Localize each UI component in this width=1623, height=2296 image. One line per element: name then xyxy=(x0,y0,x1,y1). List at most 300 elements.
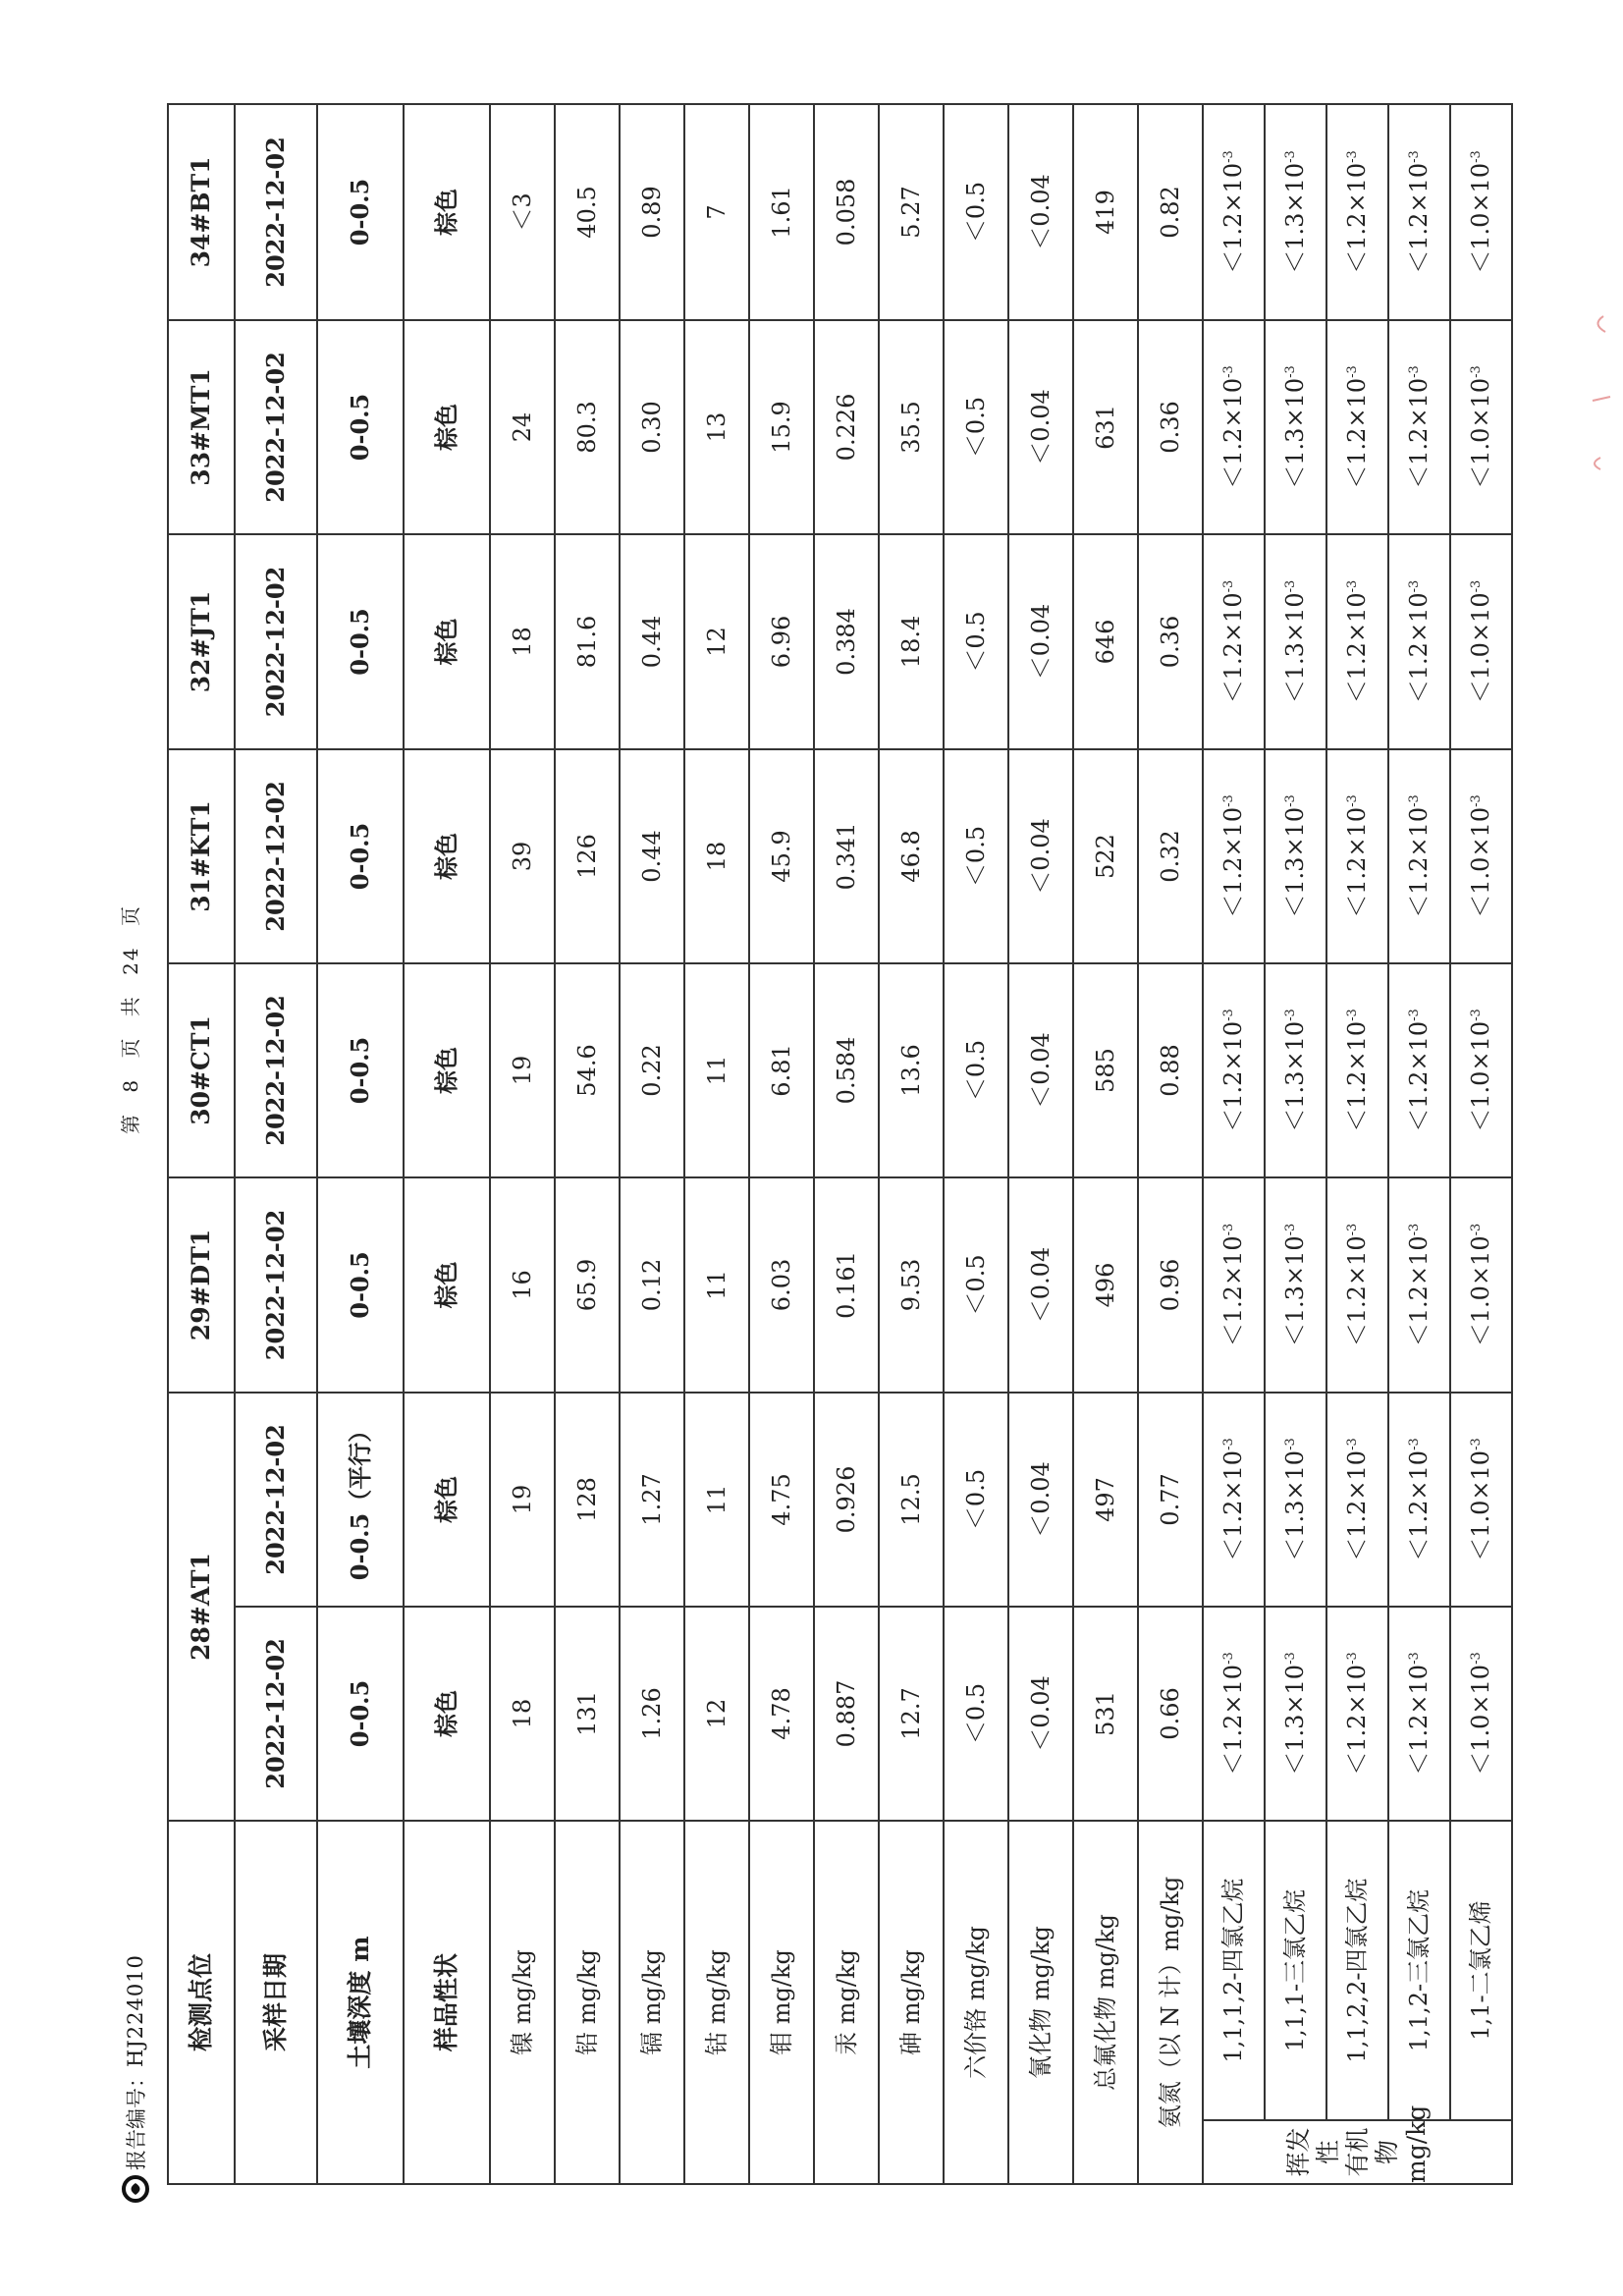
result-value: 0.341 xyxy=(832,822,860,891)
voc-name-cell xyxy=(1265,1821,1326,2120)
result-cell xyxy=(684,1393,749,1607)
result-cell xyxy=(1008,1607,1073,1821)
site-cell xyxy=(168,534,235,749)
voc-result-exponent: -3 xyxy=(1221,365,1237,378)
result-value: ＜0.5 xyxy=(961,1682,990,1745)
appearance-row-value: 棕色 xyxy=(431,188,460,236)
report-header xyxy=(113,1125,158,2206)
voc-result-cell xyxy=(1265,320,1326,534)
result-value: 11 xyxy=(702,1484,730,1515)
voc-group-label: mg/kg xyxy=(1401,2105,1431,2183)
voc-result-base: ＜1.2×10 xyxy=(1219,1664,1248,1776)
depth-row-header-cell xyxy=(317,1821,404,2184)
voc-result-base: ＜1.3×10 xyxy=(1281,1020,1310,1132)
parameter-name-cell xyxy=(749,1821,814,2184)
result-cell xyxy=(1138,104,1203,320)
result-value: 1.26 xyxy=(637,1687,666,1740)
voc-result-cell xyxy=(1265,1393,1326,1607)
depth-row-value: 0-0.5（平行） xyxy=(345,1418,374,1581)
result-value: 0.30 xyxy=(637,401,666,454)
voc-result-exponent: -3 xyxy=(1469,579,1485,593)
result-value: 11 xyxy=(702,1055,730,1086)
voc-result-base: ＜1.2×10 xyxy=(1343,1449,1372,1561)
voc-result-exponent: -3 xyxy=(1221,1652,1237,1665)
result-value: 131 xyxy=(572,1691,601,1736)
voc-row xyxy=(1326,104,1388,2184)
result-cell xyxy=(749,963,814,1177)
result-cell xyxy=(620,963,684,1177)
voc-name: 1,1,1-三氯乙烷 xyxy=(1281,1888,1310,2052)
parameter-name-cell xyxy=(879,1821,944,2184)
appearance-row-cell xyxy=(404,104,490,320)
result-value: ＜0.04 xyxy=(1026,174,1055,250)
result-cell xyxy=(1138,534,1203,749)
date-row-value: 2022-12-02 xyxy=(260,566,290,718)
voc-result-exponent: -3 xyxy=(1407,794,1423,807)
voc-result-exponent: -3 xyxy=(1407,1438,1423,1450)
result-value: 0.926 xyxy=(832,1465,860,1534)
result-value: 46.8 xyxy=(896,830,925,883)
date-row-cell xyxy=(235,1393,317,1607)
voc-result-base: ＜1.2×10 xyxy=(1219,592,1248,704)
result-value: ＜0.04 xyxy=(1026,1675,1055,1752)
result-cell xyxy=(879,534,944,749)
date-row-value: 2022-12-02 xyxy=(260,781,290,932)
depth-row-value: 0-0.5 xyxy=(345,1036,374,1105)
result-cell xyxy=(1138,963,1203,1177)
site-name: 30#CT1 xyxy=(187,1015,215,1125)
result-value: 631 xyxy=(1091,405,1119,450)
appearance-row-cell xyxy=(404,534,490,749)
depth-row-cell xyxy=(317,749,404,963)
voc-result-cell xyxy=(1265,1607,1326,1821)
result-cell xyxy=(1073,320,1138,534)
result-cell xyxy=(944,749,1008,963)
report-number: HJ224010 xyxy=(124,1954,147,2067)
depth-row xyxy=(317,104,404,2184)
company-logo-icon xyxy=(119,2172,152,2206)
parameter-row xyxy=(1138,104,1203,2184)
voc-row xyxy=(1388,104,1450,2184)
voc-result-cell xyxy=(1450,749,1512,963)
result-cell xyxy=(490,749,555,963)
voc-name: 1,1,2,2-四氯乙烷 xyxy=(1343,1878,1372,2063)
result-cell xyxy=(684,534,749,749)
voc-result-exponent: -3 xyxy=(1345,1438,1361,1450)
result-value: ＜0.5 xyxy=(961,1039,990,1102)
appearance-row xyxy=(404,104,490,2184)
result-cell xyxy=(1138,1177,1203,1393)
site-name: 28#AT1 xyxy=(187,1553,215,1661)
voc-result-exponent: -3 xyxy=(1407,1223,1423,1236)
parameter-row xyxy=(490,104,555,2184)
result-value: 531 xyxy=(1091,1691,1119,1736)
result-cell xyxy=(1008,749,1073,963)
parameter-name-cell xyxy=(555,1821,620,2184)
voc-result-cell xyxy=(1203,320,1265,534)
result-value: 19 xyxy=(508,1055,536,1086)
voc-result-base: ＜1.3×10 xyxy=(1281,377,1310,489)
voc-group-label: 挥发性 xyxy=(1283,2127,1342,2177)
result-cell xyxy=(1008,1177,1073,1393)
result-value: 126 xyxy=(572,834,601,879)
result-cell xyxy=(879,1607,944,1821)
depth-row-value: 0-0.5 xyxy=(345,608,374,676)
result-cell xyxy=(555,749,620,963)
site-cell xyxy=(168,104,235,320)
result-cell xyxy=(1138,320,1203,534)
result-cell xyxy=(814,104,879,320)
depth-row-cell xyxy=(317,1393,404,1607)
voc-result-cell xyxy=(1203,749,1265,963)
result-value: 0.384 xyxy=(832,608,860,676)
appearance-row-header-cell xyxy=(404,1821,490,2184)
result-value: 0.584 xyxy=(832,1036,860,1105)
site-header-label: 检测点位 xyxy=(187,1952,215,2051)
result-value: 0.82 xyxy=(1156,186,1184,239)
report-number-label: 报告编号： xyxy=(125,2067,148,2170)
result-value: 18.4 xyxy=(896,615,925,669)
voc-result-exponent: -3 xyxy=(1221,794,1237,807)
voc-result-exponent: -3 xyxy=(1345,1652,1361,1665)
appearance-row-value: 棕色 xyxy=(431,1689,460,1737)
result-value: 39 xyxy=(508,841,536,872)
voc-result-exponent: -3 xyxy=(1469,150,1485,163)
parameter-row xyxy=(1073,104,1138,2184)
result-cell xyxy=(684,963,749,1177)
results-table-body xyxy=(168,104,1512,2184)
result-value: 65.9 xyxy=(572,1258,601,1312)
result-value: ＜0.04 xyxy=(1026,603,1055,681)
result-value: 81.6 xyxy=(572,615,601,669)
voc-result-exponent: -3 xyxy=(1221,1009,1237,1021)
voc-result-cell xyxy=(1450,963,1512,1177)
voc-result-cell xyxy=(1450,1393,1512,1607)
result-cell xyxy=(944,320,1008,534)
date-row-header-cell xyxy=(235,1821,317,2184)
voc-result-cell xyxy=(1203,963,1265,1177)
voc-result-base: ＜1.2×10 xyxy=(1405,592,1434,704)
result-cell xyxy=(879,320,944,534)
result-cell xyxy=(814,749,879,963)
voc-result-base: ＜1.2×10 xyxy=(1343,806,1372,918)
parameter-name-cell xyxy=(684,1821,749,2184)
result-cell xyxy=(490,534,555,749)
voc-result-cell xyxy=(1326,534,1388,749)
voc-result-cell xyxy=(1388,749,1450,963)
result-value: 13.6 xyxy=(896,1044,925,1097)
voc-result-base: ＜1.3×10 xyxy=(1281,162,1310,274)
voc-result-cell xyxy=(1203,1393,1265,1607)
voc-result-base: ＜1.0×10 xyxy=(1467,1664,1495,1776)
result-value: 0.36 xyxy=(1156,401,1184,454)
result-cell xyxy=(749,1607,814,1821)
page-indicator-text: 第 8 页 共 24 页 xyxy=(119,904,142,1134)
voc-result-cell xyxy=(1203,534,1265,749)
site-cell xyxy=(168,320,235,534)
voc-result-base: ＜1.0×10 xyxy=(1467,1449,1495,1561)
depth-row-cell xyxy=(317,1607,404,1821)
date-row-cell xyxy=(235,963,317,1177)
voc-result-cell xyxy=(1203,1607,1265,1821)
voc-result-cell xyxy=(1326,1607,1388,1821)
result-cell xyxy=(749,104,814,320)
parameter-name-cell xyxy=(1073,1821,1138,2184)
voc-result-cell xyxy=(1388,104,1450,320)
result-cell xyxy=(1073,1393,1138,1607)
voc-result-base: ＜1.2×10 xyxy=(1343,377,1372,489)
parameter-name: 钴 mg/kg xyxy=(702,1949,730,2055)
appearance-row-value: 棕色 xyxy=(431,832,460,880)
voc-result-exponent: -3 xyxy=(1283,365,1299,378)
voc-result-cell xyxy=(1326,320,1388,534)
voc-name: 1,1,1,2-四氯乙烷 xyxy=(1219,1878,1248,2063)
parameter-row xyxy=(814,104,879,2184)
voc-result-base: ＜1.2×10 xyxy=(1219,162,1248,274)
result-value: ＜0.5 xyxy=(961,1468,990,1531)
voc-result-base: ＜1.2×10 xyxy=(1343,162,1372,274)
parameter-name-cell xyxy=(1138,1821,1203,2184)
site-name: 33#MT1 xyxy=(187,368,215,486)
voc-result-exponent: -3 xyxy=(1345,365,1361,378)
voc-name-cell xyxy=(1450,1821,1512,2120)
voc-group-label: 有机物 xyxy=(1342,2127,1401,2177)
result-value: 497 xyxy=(1091,1477,1119,1522)
result-value: 35.5 xyxy=(896,401,925,454)
voc-result-cell xyxy=(1265,963,1326,1177)
result-cell xyxy=(879,749,944,963)
voc-result-exponent: -3 xyxy=(1283,579,1299,593)
parameter-name: 镉 mg/kg xyxy=(637,1949,666,2055)
voc-result-exponent: -3 xyxy=(1283,1652,1299,1665)
result-value: 54.6 xyxy=(572,1044,601,1097)
result-value: 1.27 xyxy=(637,1473,666,1526)
voc-result-cell xyxy=(1326,963,1388,1177)
date-row-value: 2022-12-02 xyxy=(260,995,290,1146)
depth-row-value: 0-0.5 xyxy=(345,1251,374,1319)
result-cell xyxy=(1008,104,1073,320)
voc-result-exponent: -3 xyxy=(1283,1009,1299,1021)
voc-result-base: ＜1.2×10 xyxy=(1343,1664,1372,1776)
voc-result-base: ＜1.0×10 xyxy=(1467,377,1495,489)
result-value: 12 xyxy=(702,627,730,657)
voc-result-base: ＜1.2×10 xyxy=(1405,377,1434,489)
voc-result-base: ＜1.3×10 xyxy=(1281,592,1310,704)
result-value: ＜0.04 xyxy=(1026,1461,1055,1538)
voc-result-base: ＜1.2×10 xyxy=(1219,1020,1248,1132)
voc-result-base: ＜1.2×10 xyxy=(1405,1235,1434,1347)
result-value: 45.9 xyxy=(767,830,795,883)
site-cell xyxy=(168,749,235,963)
site-row xyxy=(168,104,235,2184)
result-value: 0.32 xyxy=(1156,830,1184,883)
date-row-value: 2022-12-02 xyxy=(260,1424,290,1575)
voc-result-cell xyxy=(1450,534,1512,749)
voc-result-cell xyxy=(1388,1393,1450,1607)
result-value: 0.36 xyxy=(1156,615,1184,669)
result-value: 0.12 xyxy=(637,1258,666,1312)
result-cell xyxy=(1073,749,1138,963)
voc-result-base: ＜1.2×10 xyxy=(1343,1020,1372,1132)
parameter-name-cell xyxy=(1008,1821,1073,2184)
date-row-cell xyxy=(235,104,317,320)
result-value: 419 xyxy=(1091,190,1119,235)
voc-result-base: ＜1.0×10 xyxy=(1467,1235,1495,1347)
result-value: 0.44 xyxy=(637,615,666,669)
result-cell xyxy=(620,749,684,963)
result-value: 9.53 xyxy=(896,1258,925,1312)
result-cell xyxy=(620,534,684,749)
result-cell xyxy=(879,1393,944,1607)
voc-name-cell xyxy=(1203,1821,1265,2120)
date-row-cell xyxy=(235,1607,317,1821)
voc-result-base: ＜1.2×10 xyxy=(1405,806,1434,918)
appearance-row-cell xyxy=(404,1607,490,1821)
result-cell xyxy=(684,320,749,534)
results-table xyxy=(167,103,1513,2185)
voc-result-cell xyxy=(1388,320,1450,534)
site-name: 31#KT1 xyxy=(187,800,215,912)
voc-result-exponent: -3 xyxy=(1283,150,1299,163)
voc-result-cell xyxy=(1326,1393,1388,1607)
result-value: 18 xyxy=(508,627,536,657)
voc-name: 1,1-二氯乙烯 xyxy=(1467,1900,1495,2041)
voc-result-cell xyxy=(1203,1177,1265,1393)
parameter-row xyxy=(1008,104,1073,2184)
voc-result-base: ＜1.2×10 xyxy=(1405,1020,1434,1132)
result-cell xyxy=(1138,1607,1203,1821)
voc-result-cell xyxy=(1203,104,1265,320)
result-cell xyxy=(944,1607,1008,1821)
appearance-row-cell xyxy=(404,320,490,534)
result-value: 18 xyxy=(702,841,730,872)
appearance-row-cell xyxy=(404,1393,490,1607)
result-cell xyxy=(944,104,1008,320)
result-cell xyxy=(555,1607,620,1821)
result-cell xyxy=(620,1607,684,1821)
result-cell xyxy=(879,1177,944,1393)
result-value: 6.81 xyxy=(767,1044,795,1097)
voc-result-base: ＜1.2×10 xyxy=(1219,1449,1248,1561)
appearance-row-value: 棕色 xyxy=(431,403,460,451)
result-value: ＜0.5 xyxy=(961,1254,990,1316)
voc-result-exponent: -3 xyxy=(1221,1438,1237,1450)
voc-result-exponent: -3 xyxy=(1469,1438,1485,1450)
result-cell xyxy=(944,1177,1008,1393)
voc-result-exponent: -3 xyxy=(1407,1652,1423,1665)
result-cell xyxy=(814,963,879,1177)
parameter-row xyxy=(944,104,1008,2184)
result-cell xyxy=(490,104,555,320)
depth-row-cell xyxy=(317,320,404,534)
result-value: 1.61 xyxy=(767,186,795,239)
voc-result-cell xyxy=(1265,104,1326,320)
voc-result-base: ＜1.3×10 xyxy=(1281,1664,1310,1776)
parameter-name: 镍 mg/kg xyxy=(508,1949,536,2055)
result-value: ＜0.04 xyxy=(1026,389,1055,465)
result-value: 6.03 xyxy=(767,1258,795,1312)
result-value: 0.058 xyxy=(832,178,860,246)
voc-result-base: ＜1.0×10 xyxy=(1467,592,1495,704)
parameter-row xyxy=(749,104,814,2184)
date-row-cell xyxy=(235,749,317,963)
voc-result-exponent: -3 xyxy=(1283,1223,1299,1236)
voc-result-base: ＜1.2×10 xyxy=(1343,592,1372,704)
voc-result-base: ＜1.2×10 xyxy=(1219,806,1248,918)
date-row-cell xyxy=(235,320,317,534)
result-value: 6.96 xyxy=(767,615,795,669)
voc-result-base: ＜1.2×10 xyxy=(1219,1235,1248,1347)
parameter-name-cell xyxy=(620,1821,684,2184)
result-value: ＜0.5 xyxy=(961,611,990,673)
result-cell xyxy=(1073,534,1138,749)
result-cell xyxy=(814,320,879,534)
site-name: 32#JT1 xyxy=(187,590,215,693)
voc-result-exponent: -3 xyxy=(1345,1009,1361,1021)
result-value: 0.66 xyxy=(1156,1687,1184,1740)
result-value: 0.88 xyxy=(1156,1044,1184,1097)
voc-result-exponent: -3 xyxy=(1221,1223,1237,1236)
result-value: 12 xyxy=(702,1698,730,1729)
voc-result-exponent: -3 xyxy=(1407,579,1423,593)
voc-result-exponent: -3 xyxy=(1345,150,1361,163)
parameter-row xyxy=(684,104,749,2184)
result-value: ＜0.04 xyxy=(1026,1246,1055,1324)
site-cell xyxy=(168,963,235,1177)
result-value: 13 xyxy=(702,411,730,443)
result-value: 0.161 xyxy=(832,1251,860,1319)
voc-result-cell xyxy=(1326,749,1388,963)
result-cell xyxy=(749,749,814,963)
parameter-name: 钼 mg/kg xyxy=(767,1949,795,2055)
parameter-name-cell xyxy=(944,1821,1008,2184)
site-cell xyxy=(168,1393,235,1821)
voc-result-exponent: -3 xyxy=(1345,794,1361,807)
result-value: 0.96 xyxy=(1156,1258,1184,1312)
result-value: 0.887 xyxy=(832,1679,860,1748)
result-value: ＜3 xyxy=(508,192,536,232)
depth-row-cell xyxy=(317,534,404,749)
voc-result-cell xyxy=(1450,1607,1512,1821)
voc-row xyxy=(1203,104,1265,2184)
voc-result-exponent: -3 xyxy=(1469,1223,1485,1236)
depth-row-cell xyxy=(317,104,404,320)
appearance-row-cell xyxy=(404,963,490,1177)
result-value: 128 xyxy=(572,1477,601,1522)
appearance-row-value: 棕色 xyxy=(431,1046,460,1094)
voc-result-cell xyxy=(1388,963,1450,1177)
result-cell xyxy=(490,1177,555,1393)
result-cell xyxy=(1073,963,1138,1177)
result-value: 0.77 xyxy=(1156,1473,1184,1526)
parameter-row xyxy=(620,104,684,2184)
result-value: 16 xyxy=(508,1270,536,1300)
result-value: 18 xyxy=(508,1698,536,1729)
result-cell xyxy=(490,963,555,1177)
voc-result-base: ＜1.2×10 xyxy=(1405,1664,1434,1776)
appearance-row-value: 棕色 xyxy=(431,1475,460,1523)
result-value: 11 xyxy=(702,1270,730,1300)
date-row-value: 2022-12-02 xyxy=(260,137,290,288)
result-value: 0.226 xyxy=(832,393,860,462)
voc-result-cell xyxy=(1326,104,1388,320)
result-cell xyxy=(1008,963,1073,1177)
voc-result-base: ＜1.2×10 xyxy=(1343,1235,1372,1347)
result-value: ＜0.5 xyxy=(961,181,990,244)
parameter-name: 氰化物 mg/kg xyxy=(1026,1926,1055,2079)
result-cell xyxy=(944,534,1008,749)
depth-row-value: 0-0.5 xyxy=(345,822,374,891)
